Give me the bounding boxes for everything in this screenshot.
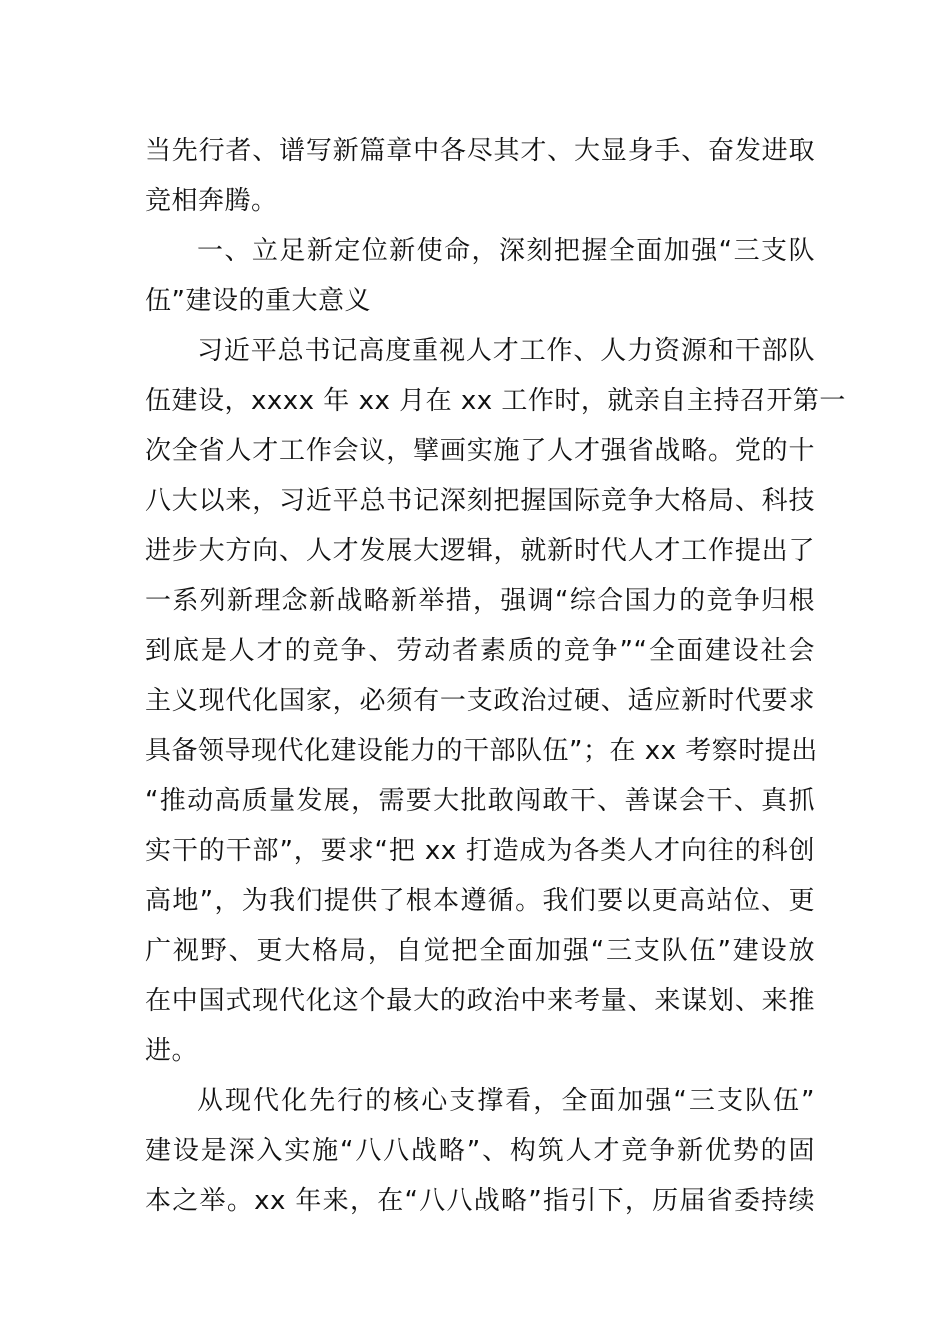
- text-line: 习近平总书记高度重视人才工作、人力资源和干部队: [197, 336, 815, 366]
- document-body: [145, 126, 846, 1226]
- section-heading: [145, 226, 815, 326]
- paragraph-continuation: [145, 126, 815, 226]
- text-line: 进步大方向、人才发展大逻辑，就新时代人才工作提出了: [145, 536, 815, 566]
- text-line: 具备领导现代化建设能力的干部队伍”；在 xx 考察时提出: [145, 736, 818, 766]
- text-line: 竞相奔腾。: [145, 186, 278, 216]
- text-line: 次全省人才工作会议，擘画实施了人才强省战略。党的十: [145, 436, 815, 466]
- text-line: 高地”，为我们提供了根本遵循。我们要以更高站位、更: [145, 886, 815, 916]
- text-line: 在中国式现代化这个最大的政治中来考量、来谋划、来推: [145, 986, 815, 1016]
- text-line: 一系列新理念新战略新举措，强调“综合国力的竞争归根: [145, 586, 815, 616]
- text-line: 到底是人才的竞争、劳动者素质的竞争”“全面建设社会: [145, 636, 815, 666]
- text-line: 八大以来，习近平总书记深刻把握国际竞争大格局、科技: [145, 486, 815, 516]
- heading-line: 伍”建设的重大意义: [145, 286, 371, 316]
- text-line: 从现代化先行的核心支撑看，全面加强“三支队伍”: [197, 1086, 815, 1116]
- paragraph: [145, 326, 846, 1076]
- text-line: “推动高质量发展，需要大批敢闯敢干、善谋会干、真抓: [145, 786, 815, 816]
- text-line: 当先行者、谱写新篇章中各尽其才、大显身手、奋发进取: [145, 136, 815, 166]
- text-line: 实干的干部”，要求“把 xx 打造成为各类人才向往的科创: [145, 836, 815, 866]
- text-line: 进。: [145, 1036, 199, 1066]
- text-line: 广视野、更大格局，自觉把全面加强“三支队伍”建设放: [145, 936, 815, 966]
- heading-line: 一、立足新定位新使命，深刻把握全面加强“三支队: [197, 236, 815, 266]
- text-line: 本之举。xx 年来，在“八八战略”指引下，历届省委持续: [145, 1186, 815, 1216]
- text-line: 伍建设，xxxx 年 xx 月在 xx 工作时，就亲自主持召开第一: [145, 386, 846, 416]
- paragraph: [145, 1076, 815, 1226]
- text-line: 建设是深入实施“八八战略”、构筑人才竞争新优势的固: [145, 1136, 815, 1166]
- text-line: 主义现代化国家，必须有一支政治过硬、适应新时代要求: [145, 686, 815, 716]
